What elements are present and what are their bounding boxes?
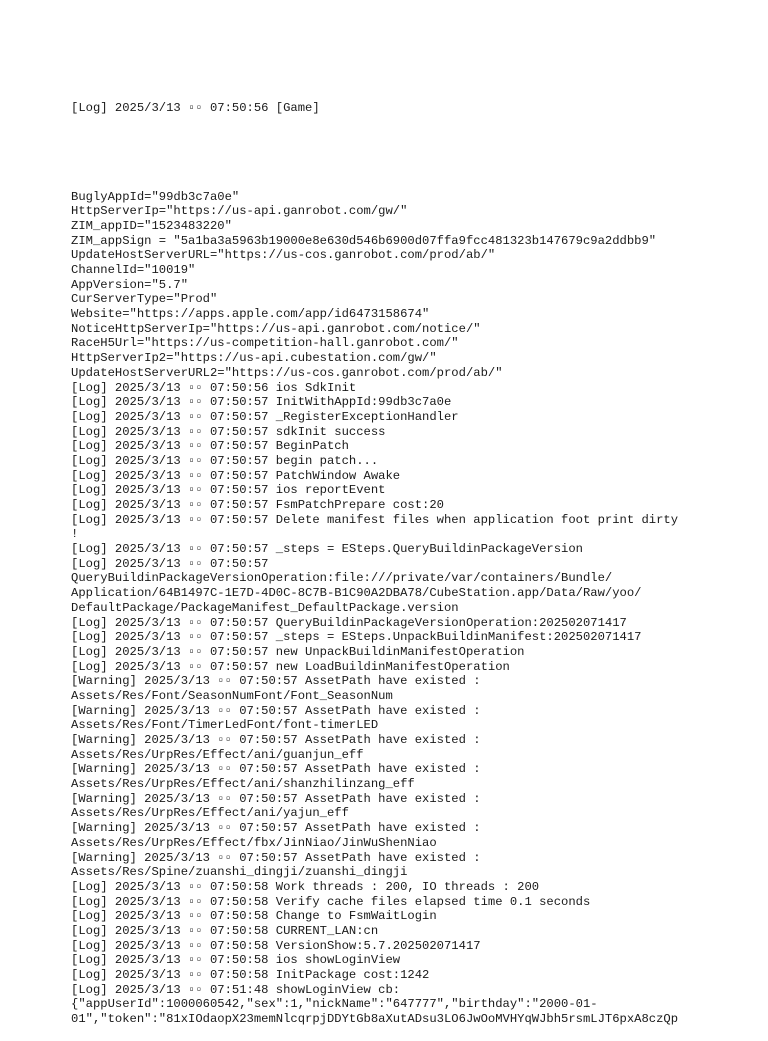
log-line: AppVersion="5.7" [71, 277, 189, 292]
log-line: ChannelId="10019" [71, 263, 196, 278]
log-line: [Log] 2025/3/13 ▫▫ 07:50:57 begin patch... [71, 453, 379, 468]
log-line: Assets/Res/UrpRes/Effect/fbx/JinNiao/JinWuShenNiao [71, 835, 437, 850]
log-line: DefaultPackage/PackageManifest_DefaultPackage.version [71, 600, 459, 615]
log-lines [71, 190, 751, 1027]
log-line: {"appUserId":1000060542,"sex":1,"nickName":"647777","birthday":"2000-01- [71, 997, 598, 1012]
log-line: [Log] 2025/3/13 ▫▫ 07:50:58 Change to FsmWaitLogin [71, 909, 437, 924]
log-line: HttpServerIp2="https://us-api.cubestation.com/gw/" [71, 351, 437, 366]
log-line: QueryBuildinPackageVersionOperation:file:///private/var/containers/Bundle/ [71, 571, 613, 586]
log-line: ZIM_appID="1523483220" [71, 218, 232, 233]
log-line: ZIM_appSign = "5a1ba3a5963b19000e8e630d546b6900d07ffa9fcc481323b147679c9a2ddbb9" [71, 233, 657, 248]
log-line: [Log] 2025/3/13 ▫▫ 07:50:57 new UnpackBuildinManifestOperation [71, 644, 525, 659]
log-line: [Log] 2025/3/13 ▫▫ 07:50:58 Work threads : 200, IO threads : 200 [71, 879, 540, 894]
log-line: Assets/Res/UrpRes/Effect/ani/yajun_eff [71, 806, 349, 821]
log-line: [Log] 2025/3/13 ▫▫ 07:50:57 _steps = ESteps.UnpackBuildinManifest:202502071417 [71, 630, 642, 645]
log-line: [Warning] 2025/3/13 ▫▫ 07:50:57 AssetPath have existed : [71, 850, 481, 865]
log-line: Assets/Res/Font/TimerLedFont/font-timerLED [71, 718, 379, 733]
log-line: Assets/Res/Spine/zuanshi_dingji/zuanshi_dingji [71, 865, 408, 880]
log-line: [Log] 2025/3/13 ▫▫ 07:50:57 _steps = ESteps.QueryBuildinPackageVersion [71, 542, 583, 557]
log-line: Assets/Res/Font/SeasonNumFont/Font_SeasonNum [71, 688, 393, 703]
log-line: Assets/Res/UrpRes/Effect/ani/guanjun_eff [71, 747, 364, 762]
log-line: UpdateHostServerURL2="https://us-cos.ganrobot.com/prod/ab/" [71, 365, 503, 380]
log-line: [Log] 2025/3/13 ▫▫ 07:50:57 InitWithAppId:99db3c7a0e [71, 395, 452, 410]
log-line: [Log] 2025/3/13 ▫▫ 07:50:57 PatchWindow Awake [71, 468, 401, 483]
log-view [71, 72, 751, 1041]
log-line: [Log] 2025/3/13 ▫▫ 07:50:57 QueryBuildinPackageVersionOperation:202502071417 [71, 615, 627, 630]
log-line: HttpServerIp="https://us-api.ganrobot.com/gw/" [71, 204, 408, 219]
log-line: [Log] 2025/3/13 ▫▫ 07:50:56 ios SdkInit [71, 380, 357, 395]
log-line: [Warning] 2025/3/13 ▫▫ 07:50:57 AssetPath have existed : [71, 703, 481, 718]
log-line: [Log] 2025/3/13 ▫▫ 07:50:57 [71, 556, 269, 571]
log-line: UpdateHostServerURL="https://us-cos.ganrobot.com/prod/ab/" [71, 248, 496, 263]
log-line: 01","token":"81xIOdaopX23memNlcqrpjDDYtGb8aXutADsu3LO6JwOoMVHYqWJbh5rsmLJT6pxA8czQp [71, 1012, 679, 1027]
log-line: [Warning] 2025/3/13 ▫▫ 07:50:57 AssetPath have existed : [71, 791, 481, 806]
log-line: [Log] 2025/3/13 ▫▫ 07:50:58 ios showLoginView [71, 953, 401, 968]
log-line: [Log] 2025/3/13 ▫▫ 07:50:57 new LoadBuildinManifestOperation [71, 659, 510, 674]
log-line: Website="https://apps.apple.com/app/id6473158674" [71, 307, 430, 322]
log-line: [Log] 2025/3/13 ▫▫ 07:50:57 _RegisterExceptionHandler [71, 409, 459, 424]
log-line: [Warning] 2025/3/13 ▫▫ 07:50:57 AssetPath have existed : [71, 674, 481, 689]
log-line: [Warning] 2025/3/13 ▫▫ 07:50:57 AssetPath have existed : [71, 762, 481, 777]
log-line: [Log] 2025/3/13 ▫▫ 07:50:58 CURRENT_LAN:cn [71, 923, 379, 938]
log-line: CurServerType="Prod" [71, 292, 218, 307]
log-line: BuglyAppId="99db3c7a0e" [71, 189, 240, 204]
blank-line [71, 146, 751, 161]
log-line: [Log] 2025/3/13 ▫▫ 07:50:58 VersionShow:5.7.202502071417 [71, 938, 481, 953]
log-line: [Log] 2025/3/13 ▫▫ 07:50:57 ios reportEvent [71, 483, 386, 498]
log-line: [Log] 2025/3/13 ▫▫ 07:50:57 sdkInit success [71, 424, 386, 439]
log-line: Assets/Res/UrpRes/Effect/ani/shanzhilinzang_eff [71, 777, 415, 792]
log-line: [Log] 2025/3/13 ▫▫ 07:50:58 InitPackage cost:1242 [71, 968, 430, 983]
log-line: Application/64B1497C-1E7D-4D0C-8C7B-B1C90A2DBA78/CubeStation.app/Data/Raw/yoo/ [71, 586, 642, 601]
log-line: [Log] 2025/3/13 ▫▫ 07:50:57 FsmPatchPrepare cost:20 [71, 498, 444, 513]
log-line: ! [71, 527, 79, 542]
log-line: NoticeHttpServerIp="https://us-api.ganrobot.com/notice/" [71, 321, 481, 336]
log-header-line: [Log] 2025/3/13 ▫▫ 07:50:56 [Game] [71, 101, 320, 116]
log-line: [Log] 2025/3/13 ▫▫ 07:51:48 showLoginView cb: [71, 982, 401, 997]
log-line: [Warning] 2025/3/13 ▫▫ 07:50:57 AssetPath have existed : [71, 821, 481, 836]
log-line: [Log] 2025/3/13 ▫▫ 07:50:57 Delete manifest files when application foot print dirty [71, 512, 679, 527]
log-line: RaceH5Url="https://us-competition-hall.ganrobot.com/" [71, 336, 459, 351]
log-line: [Log] 2025/3/13 ▫▫ 07:50:57 BeginPatch [71, 439, 349, 454]
log-line: [Log] 2025/3/13 ▫▫ 07:50:58 Verify cache files elapsed time 0.1 seconds [71, 894, 591, 909]
log-line: [Warning] 2025/3/13 ▫▫ 07:50:57 AssetPath have existed : [71, 733, 481, 748]
